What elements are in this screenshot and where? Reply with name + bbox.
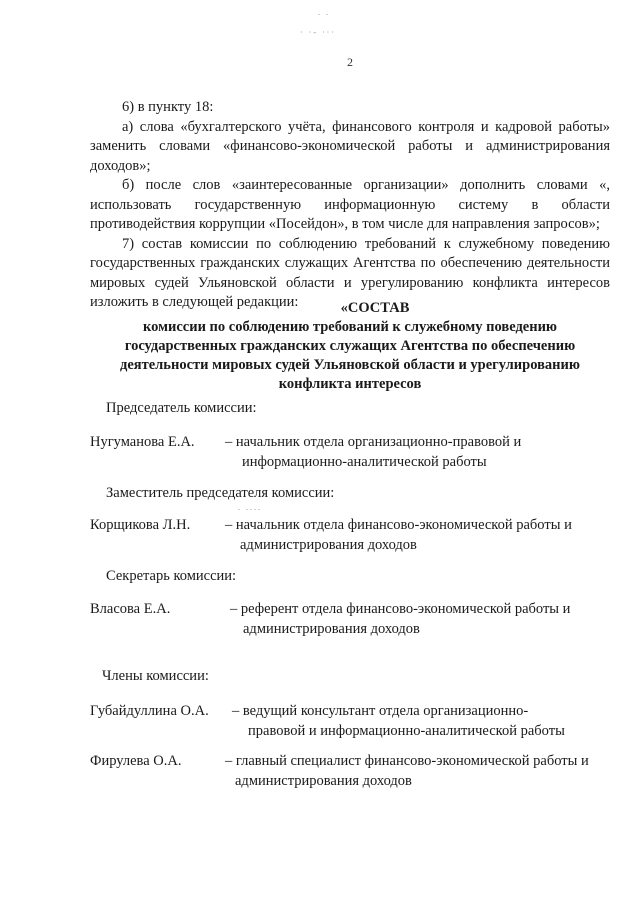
amendment-item-6b: б) после слов «заинтересованные организации» дополнить словами «, использовать государственную информационную систему в области противодействия коррупции «Посейдон», в том числе для направления запросов»; xyxy=(90,177,610,232)
member-position-line2: администрирования доходов xyxy=(235,772,412,789)
member-position-line2: правовой и информационно-аналитической работы xyxy=(248,722,565,739)
page-number: 2 xyxy=(347,55,353,69)
composition-heading xyxy=(90,299,610,394)
heading-subtitle: комиссии по соблюдению требований к служебному поведению государственных гражданских служащих Агентства по обеспечению деятельности мировых судей Ульяновской области и урегулированию конфликта интересов xyxy=(120,319,580,392)
member-name: Корщикова Л.Н. xyxy=(90,517,191,533)
member-position-line1: – начальник отдела организационно-правовой и xyxy=(225,434,522,450)
role-chair-label: Председатель комиссии: xyxy=(106,400,257,416)
amendment-item-7: 7) состав комиссии по соблюдению требований к служебному поведению государственных гражданских служащих Агентства по обеспечению деятельности мировых судей Ульяновской области и урегулированию конфликта интересов изложить в следующей редакции: xyxy=(90,235,610,310)
amendment-text xyxy=(90,98,610,313)
amendment-item-6a: а) слова «бухгалтерского учёта, финансового контроля и кадровой работы» заменить словами «финансово-экономической работы и администрирования доходов»; xyxy=(90,118,610,174)
role-members-label: Члены комиссии: xyxy=(102,668,209,684)
amendment-item-6: 6) в пункту 18: xyxy=(122,99,214,115)
member-position-line2: информационно-аналитической работы xyxy=(242,453,487,470)
member-name: Нугуманова Е.А. xyxy=(90,434,195,450)
heading-title: «СОСТАВ xyxy=(340,300,410,316)
member-position-line1: – ведущий консультант отдела организационно- xyxy=(232,703,529,719)
member-position-line1: – референт отдела финансово-экономической работы и xyxy=(230,601,571,617)
member-position-line1: – начальник отдела финансово-экономической работы и xyxy=(225,517,572,533)
role-deputy-label: Заместитель председателя комиссии: xyxy=(106,485,335,501)
member-name: Власова Е.А. xyxy=(90,601,171,617)
scan-speck: . . xyxy=(318,8,330,17)
member-position-line2: администрирования доходов xyxy=(243,620,420,637)
member-position-line2: администрирования доходов xyxy=(240,536,417,553)
scan-speck: · ·- ··· xyxy=(300,28,336,37)
member-name: Губайдуллина О.А. xyxy=(90,703,209,719)
scan-speck: . .... xyxy=(238,503,262,512)
role-secretary-label: Секретарь комиссии: xyxy=(106,568,237,584)
member-position-line1: – главный специалист финансово-экономической работы и xyxy=(225,753,589,769)
member-name: Фирулева О.А. xyxy=(90,753,182,769)
